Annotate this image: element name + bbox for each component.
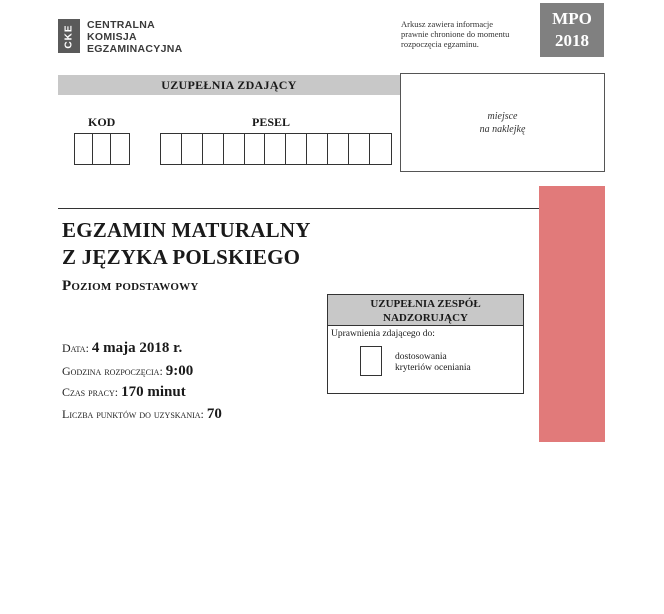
exam-start-time	[62, 363, 193, 380]
kod-cell[interactable]	[75, 134, 93, 164]
institution-name	[87, 19, 183, 55]
sticker-label-line: na naklejkę	[479, 123, 526, 135]
candidate-section-header: UZUPEŁNIA ZDAJĄCY	[58, 75, 400, 95]
institution-name-line: KOMISJA	[87, 31, 137, 43]
exam-code: MPO	[552, 9, 592, 28]
adjustment-option-label	[395, 352, 471, 374]
pesel-cell[interactable]	[328, 134, 349, 164]
exam-year: 2018	[555, 31, 589, 50]
divider-line	[58, 208, 540, 209]
sticker-placeholder	[400, 73, 605, 172]
pesel-cell[interactable]	[307, 134, 328, 164]
cke-logo	[58, 19, 80, 53]
exam-date-value: 4 maja 2018 r.	[91, 340, 183, 356]
cke-logo-mark: CKE	[63, 23, 75, 49]
exam-date	[62, 340, 182, 357]
supervisor-header-line: UZUPEŁNIA ZESPÓŁ	[370, 298, 481, 310]
confidentiality-note-line: prawnie chronione do momentu	[401, 29, 510, 39]
kod-cell[interactable]	[93, 134, 111, 164]
exam-level: Poziom podstawowy	[62, 278, 199, 294]
exam-points	[62, 406, 222, 423]
pesel-cell[interactable]	[161, 134, 182, 164]
confidentiality-note-line: rozpoczęcia egzaminu.	[401, 39, 479, 49]
pesel-cell[interactable]	[265, 134, 286, 164]
pesel-cell[interactable]	[224, 134, 245, 164]
exam-title-line-1: EGZAMIN MATURALNY	[62, 218, 311, 242]
pesel-cell[interactable]	[245, 134, 266, 164]
kod-cell[interactable]	[111, 134, 129, 164]
supervisor-section-header	[328, 295, 523, 326]
exam-duration-label: Czas pracy:	[62, 385, 122, 399]
pesel-cell[interactable]	[203, 134, 224, 164]
adjustment-option-line: kryteriów oceniania	[395, 363, 471, 373]
pesel-label: PESEL	[252, 115, 291, 129]
pesel-input-cells[interactable]	[160, 133, 392, 165]
kod-label: KOD	[88, 115, 116, 129]
exam-duration	[62, 384, 186, 401]
pesel-cell[interactable]	[286, 134, 307, 164]
exam-start-value: 9:00	[165, 363, 194, 379]
sticker-label-line: miejsce	[487, 110, 518, 122]
pesel-cell[interactable]	[370, 134, 391, 164]
supervisor-section	[327, 294, 524, 394]
rights-label: Uprawnienia zdającego do:	[331, 329, 435, 339]
exam-code-box	[540, 3, 604, 57]
exam-points-value: 70	[206, 406, 222, 422]
side-color-strip	[499, 186, 605, 614]
pesel-cell[interactable]	[182, 134, 203, 164]
side-strip-text: NOW	[499, 512, 544, 614]
exam-duration-value: 170 minut	[121, 384, 186, 400]
institution-name-line: EGZAMINACYJNA	[87, 43, 183, 55]
supervisor-header-line: NADZORUJĄCY	[383, 312, 468, 324]
confidentiality-note	[401, 19, 531, 49]
institution-name-line: CENTRALNA	[87, 19, 156, 31]
kod-input-cells[interactable]	[74, 133, 130, 165]
exam-points-label: Liczba punktów do uzyskania:	[62, 407, 207, 421]
exam-title-line-2: Z JĘZYKA POLSKIEGO	[62, 245, 301, 269]
adjustment-option-line: dostosowania	[395, 352, 447, 362]
exam-start-label: Godzina rozpoczęcia:	[62, 364, 166, 378]
exam-date-label: Data:	[62, 341, 92, 355]
pesel-cell[interactable]	[349, 134, 370, 164]
adjustment-checkbox[interactable]	[360, 346, 382, 376]
confidentiality-note-line: Arkusz zawiera informacje	[401, 19, 494, 29]
